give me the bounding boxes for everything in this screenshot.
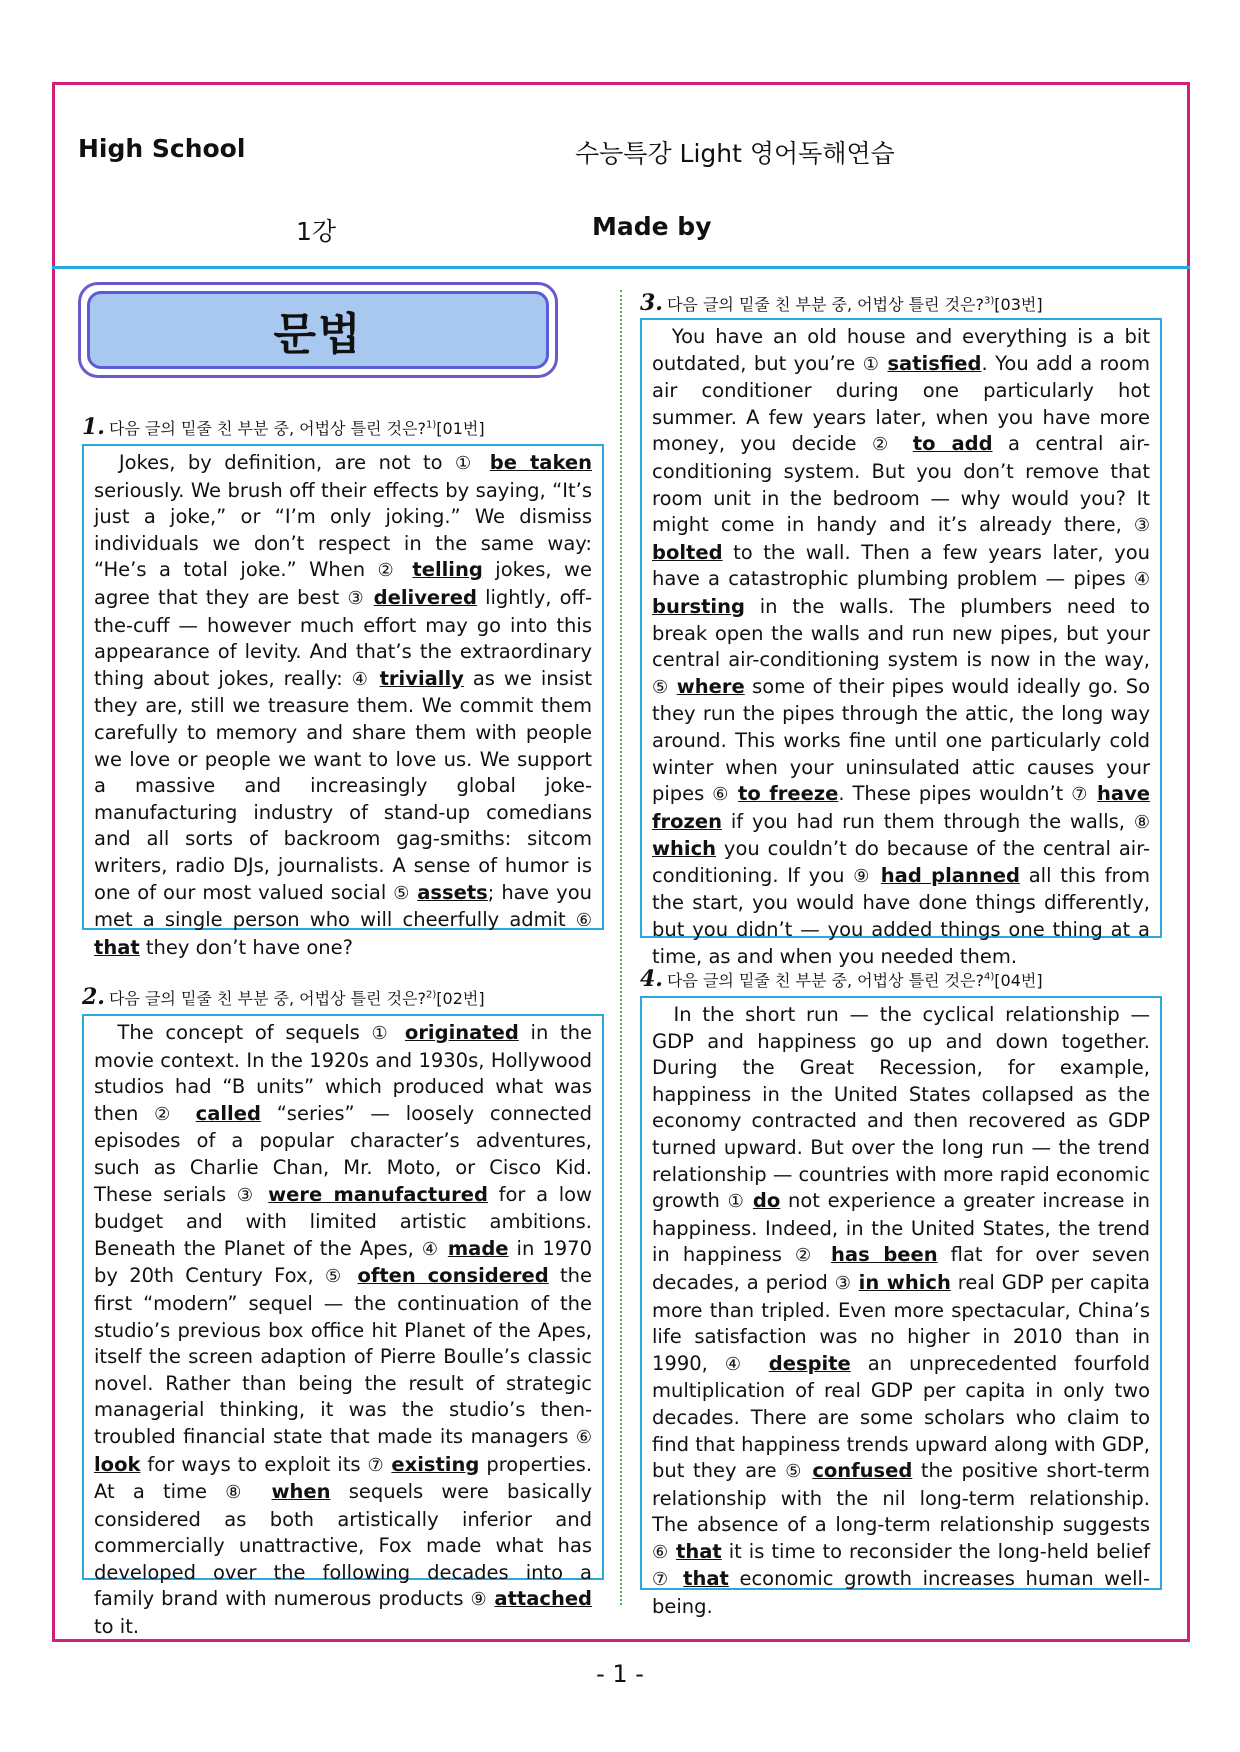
passage-text (371, 667, 380, 690)
passage-text: the positive short-term relationship with the nil long-term relationship. The absence of a long-term relationship suggests (652, 1459, 1151, 1537)
underlined-answer: have frozen (652, 782, 1151, 833)
passage-text: some of their pipes would ideally go. So they run the pipes through the attic, the long way around. This works fine until one particularly cold winter when your uninsulated attic causes your pipes (652, 674, 1151, 806)
footnote-ref: 1) (426, 419, 437, 431)
passage-text (752, 1352, 769, 1375)
passage-text (366, 586, 374, 609)
choice-number: ⑥ (575, 1426, 592, 1448)
footnote-ref: 3) (984, 295, 995, 307)
passage-text: all this from the start, you would have done things differently, but you didn’t — you added things one thing at a time, as and when you needed them. (652, 863, 1150, 968)
choice-number: ② (795, 1245, 818, 1267)
underlined-answer: satisfied (887, 351, 982, 375)
lesson-label: 1강 (296, 217, 337, 246)
underlined-answer: that (94, 935, 140, 959)
underlined-answer: when (271, 1480, 331, 1504)
passage-text: The concept of sequels (117, 1021, 372, 1044)
passage-text (669, 1540, 676, 1563)
choice-number: ⑤ (652, 676, 670, 698)
question-prompt: 다음 글의 밑줄 친 부분 중, 어법상 틀린 것은? (108, 989, 426, 1008)
passage-text: sequels were basically considered as both artistically inferior and commercially unattractive, Fox made what has developed over the following decades into a family brand with numerous products (94, 1480, 593, 1611)
passage-text (745, 1189, 753, 1212)
question-1-passage (82, 444, 604, 959)
choice-number: ① (371, 1023, 394, 1044)
passage-text: as we insist they are, still we treasure them. We commit them carefully to memory and share them with people we love or people we want to love us. We support a massive and increasingly global joke-manufacturing industry of stand-up comedians and all sorts of backroom gag-smiths: sitcom writers, radio DJs, journalists. A sense of humor is one of our most valued social (94, 666, 593, 904)
question-prompt: 다음 글의 밑줄 친 부분 중, 어법상 틀린 것은? (666, 295, 984, 314)
underlined-answer: existing (391, 1452, 480, 1476)
passage-text: . These pipes wouldn’t (838, 782, 1072, 806)
passage-text: You have an old house and everything is a bit outdated, but you’re (652, 325, 1150, 375)
column-divider (620, 290, 622, 1605)
choice-number: ③ (1133, 515, 1150, 537)
question-4-header (640, 966, 1043, 992)
passage-text (346, 1264, 357, 1287)
passage-text: economic growth increases human well-being. (652, 1567, 1150, 1619)
underlined-answer: be taken (489, 451, 592, 474)
passage-text (180, 1102, 196, 1125)
choice-number: ⑥ (712, 784, 731, 806)
underlined-answer: confused (812, 1459, 913, 1483)
question-number: 1. (82, 414, 105, 440)
question-2-header (82, 984, 485, 1010)
question-code: [03번] (994, 295, 1043, 314)
choice-number: ⑤ (393, 882, 411, 904)
underlined-answer: originated (404, 1021, 519, 1044)
passage-text (253, 1480, 271, 1503)
underlined-answer: attached (494, 1587, 593, 1611)
passage-text (818, 1243, 831, 1266)
choice-number: ⑦ (367, 1454, 385, 1476)
question-code: [01번] (436, 419, 485, 438)
underlined-answer: look (94, 1452, 141, 1476)
question-number: 3. (640, 290, 663, 316)
choice-number: ⑨ (853, 865, 873, 887)
passage-text: a central air-conditioning system. But you don’t remove that room unit in the bedroom — why would you? It might come in handy and it’s already there, (652, 432, 1151, 537)
passage-text: seriously. We brush off their effects by saying, “It’s just a joke,” or “I’m only joking.” We dismiss individuals we don’t respect in the same way: “He’s a total joke.” When (94, 478, 592, 582)
underlined-answer: had planned (880, 863, 1020, 887)
choice-number: ③ (834, 1272, 852, 1294)
underlined-answer: assets (417, 880, 488, 904)
choice-number: ① (727, 1191, 746, 1213)
question-3-passage (640, 318, 1162, 968)
passage-text: the first “modern” sequel — the continuation of the studio’s previous box office hit Planet of the Apes, itself the screen adaption of Pierre Boulle’s classic novel. Rather than being the result of strategic managerial thinking, it was the studio’s then-troubled financial state that made its managers (94, 1264, 593, 1448)
course-title: 수능특강 Light 영어독해연습 (575, 139, 895, 168)
passage-text: for ways to exploit its (140, 1452, 368, 1476)
passage-text: “series” — loosely connected episodes of a popular character’s adventures, such as Charlie Chan, Mr. Moto, or Cisco Kid. These serials (94, 1101, 592, 1206)
underlined-answer: that (676, 1539, 722, 1563)
passage-text (872, 864, 881, 887)
passage-text: in 1970 by 20th Century Fox, (94, 1236, 592, 1288)
passage-text (897, 432, 912, 455)
underlined-answer: where (676, 674, 745, 698)
made-by-label: Made by (592, 212, 712, 241)
underlined-answer: telling (412, 558, 483, 582)
underlined-answer: has been (831, 1243, 938, 1267)
passage-text (730, 782, 738, 805)
choice-number: ⑦ (1071, 784, 1090, 806)
passage-text: they don’t have one? (139, 935, 354, 959)
passage-text (673, 1567, 684, 1590)
passage-text: not experience a greater increase in happiness. Indeed, in the United States, the trend in happiness (652, 1189, 1150, 1267)
passage-text: Jokes, by definition, are not to (118, 451, 455, 474)
passage-text: if you had run them through the walls, (721, 809, 1134, 833)
page-number: - 1 - (596, 1660, 644, 1688)
choice-number: ④ (1133, 569, 1150, 591)
footnote-ref: 2) (426, 989, 437, 1001)
passage-text (440, 1237, 448, 1260)
choice-number: ⑧ (225, 1482, 254, 1504)
choice-number: ② (154, 1103, 180, 1125)
passage-text: . You add a room air conditioner during one particularly hot summer. A few years later, when you have more money, you decide (652, 351, 1150, 456)
choice-number: ⑨ (470, 1589, 488, 1611)
passage-text: real GDP per capita more than tripled. Even more spectacular, China’s life satisfaction was no higher in 2010 than in 1990, (652, 1270, 1151, 1375)
underlined-answer: in which (858, 1270, 951, 1294)
underlined-answer: which (652, 837, 717, 861)
question-number: 4. (640, 966, 663, 992)
passage-text: in the movie context. In the 1920s and 1930s, Hollywood studios had “B units” which produced what was then (94, 1021, 593, 1125)
passage-text (669, 675, 676, 698)
choice-number: ④ (421, 1238, 440, 1260)
footnote-ref: 4) (984, 971, 995, 983)
passage-text: it is time to reconsider the long-held belief (721, 1539, 1151, 1563)
choice-number: ② (871, 434, 898, 456)
passage-text: jokes, we agree that they are best (94, 558, 592, 609)
passage-text (477, 451, 489, 474)
question-3-header (640, 290, 1043, 316)
passage-text: flat for over seven decades, a period (652, 1243, 1151, 1294)
question-code: [02번] (436, 989, 485, 1008)
choice-number: ⑥ (575, 910, 592, 932)
underlined-answer: were manufactured (268, 1182, 488, 1206)
choice-number: ⑥ (652, 1541, 669, 1563)
choice-number: ① (862, 353, 881, 375)
underlined-answer: despite (768, 1351, 851, 1375)
choice-number: ③ (347, 587, 366, 609)
choice-number: ② (377, 560, 400, 582)
underlined-answer: called (195, 1101, 261, 1125)
passage-text: to the wall. Then a few years later, you have a catastrophic plumbing problem — pipes (652, 540, 1150, 591)
question-prompt: 다음 글의 밑줄 친 부분 중, 어법상 틀린 것은? (666, 971, 984, 990)
passage-text: properties. At a time (94, 1452, 593, 1504)
underlined-answer: made (447, 1236, 509, 1260)
underlined-answer: to add (912, 432, 993, 456)
passage-text (393, 1021, 405, 1044)
underlined-answer: delivered (373, 585, 477, 609)
question-4-passage (640, 996, 1162, 1619)
passage-text: ; have you met a single person who will cheerfully admit (94, 880, 592, 932)
passage-text (1089, 782, 1097, 805)
choice-number: ④ (724, 1353, 752, 1375)
choice-number: ④ (351, 668, 371, 690)
passage-text: in the walls. The plumbers need to break open the walls and run new pipes, but your central air-conditioning system is now in the way, (652, 594, 1150, 672)
underlined-answer: to freeze (738, 782, 839, 806)
passage-text (400, 558, 412, 581)
header-divider (52, 266, 1190, 269)
underlined-answer: trivially (379, 666, 464, 690)
question-code: [04번] (994, 971, 1043, 990)
choice-number: ⑤ (785, 1461, 804, 1483)
underlined-answer: bursting (652, 594, 745, 618)
choice-number: ① (454, 453, 478, 474)
passage-text: In the short run — the cyclical relationship — GDP and happiness go up and down together. During the Great Recession, for example, happiness in the United States collapsed as the economy contracted and then recovered as GDP turned upward. But over the long run — the trend relationship — countries with more rapid economic growth (652, 1003, 1151, 1213)
passage-text: lightly, off-the-cuff — however much effort may go into this appearance of levity. And that’s the extraordinary thing about jokes, really: (94, 585, 592, 690)
passage-text (257, 1183, 268, 1206)
underlined-answer: that (683, 1567, 729, 1591)
underlined-answer: do (752, 1189, 781, 1213)
choice-number: ⑦ (652, 1569, 673, 1591)
section-title-badge (78, 282, 558, 378)
passage-text (852, 1271, 859, 1294)
question-2-passage (82, 1014, 604, 1639)
passage-text: you couldn’t do because of the central air-conditioning. If you (652, 837, 1150, 887)
passage-text: for a low budget and with limited artistic ambitions. Beneath the Planet of the Apes, (94, 1182, 593, 1260)
passage-text: an unprecedented fourfold multiplication of real GDP per capita in only two decades. There are some scholars who claim to find that happiness trends upward along with GDP, but they are (652, 1351, 1151, 1483)
section-title: 문법 (87, 291, 549, 369)
underlined-answer: often considered (357, 1264, 549, 1288)
school-label: High School (78, 134, 246, 163)
question-prompt: 다음 글의 밑줄 친 부분 중, 어법상 틀린 것은? (108, 419, 426, 438)
choice-number: ⑤ (324, 1266, 347, 1288)
question-1-header (82, 414, 485, 440)
choice-number: ③ (236, 1184, 258, 1206)
underlined-answer: bolted (652, 540, 723, 564)
passage-text: to it. (94, 1615, 140, 1639)
question-number: 2. (82, 984, 105, 1010)
choice-number: ⑧ (1133, 811, 1150, 833)
